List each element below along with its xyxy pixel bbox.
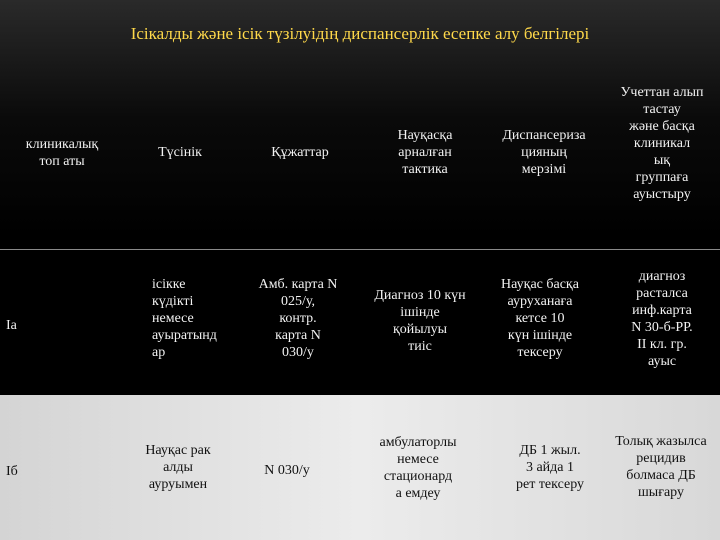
header-group-name: клиникалық топ аты bbox=[25, 137, 99, 169]
header-divider bbox=[0, 249, 720, 250]
row-ia-period: Науқас басқа ауруханаға кетсе 10 күн ішінде тексеру bbox=[501, 277, 579, 360]
row-ib-concept: Науқас рак алды ауруымен bbox=[145, 443, 211, 492]
row-ia-deregister: диагноз расталса инф.карта N 30-б-РР. II кл. гр. ауыс bbox=[631, 269, 693, 369]
header-concept: Түсінік bbox=[158, 145, 202, 160]
row-ib-deregister: Толық жазылса рецидив болмаса ДБ шығару bbox=[615, 434, 707, 500]
header-period: Диспансериза цияның мерзімі bbox=[502, 128, 586, 177]
row-ib-documents: N 030/у bbox=[264, 463, 310, 478]
row-ia-tactics: Диагноз 10 күн ішінде қойылуы тиіс bbox=[374, 288, 466, 354]
row-ib-period: ДБ 1 жыл. 3 айда 1 рет тексеру bbox=[515, 443, 585, 492]
row-ia-concept: ісікке күдікті немесе ауыратынд ар bbox=[152, 277, 217, 360]
row-ib-tactics: амбулаторлы немесе стационард а емдеу bbox=[379, 435, 457, 501]
row-ia-group: Ia bbox=[6, 318, 17, 333]
header-deregister: Учеттан алып тастау және басқа клиникал ық группаға ауыстыру bbox=[620, 85, 704, 202]
header-documents: Құжаттар bbox=[271, 145, 329, 160]
row-ia-documents: Амб. карта N 025/у, контр. карта N 030/у bbox=[258, 277, 338, 360]
page-title: Ісікалды және ісік түзілуідің диспансерлік есепке алу белгілері bbox=[130, 24, 590, 43]
row-ib-group: Iб bbox=[6, 464, 18, 479]
header-tactics: Науқасқа арналған тактика bbox=[397, 128, 453, 177]
